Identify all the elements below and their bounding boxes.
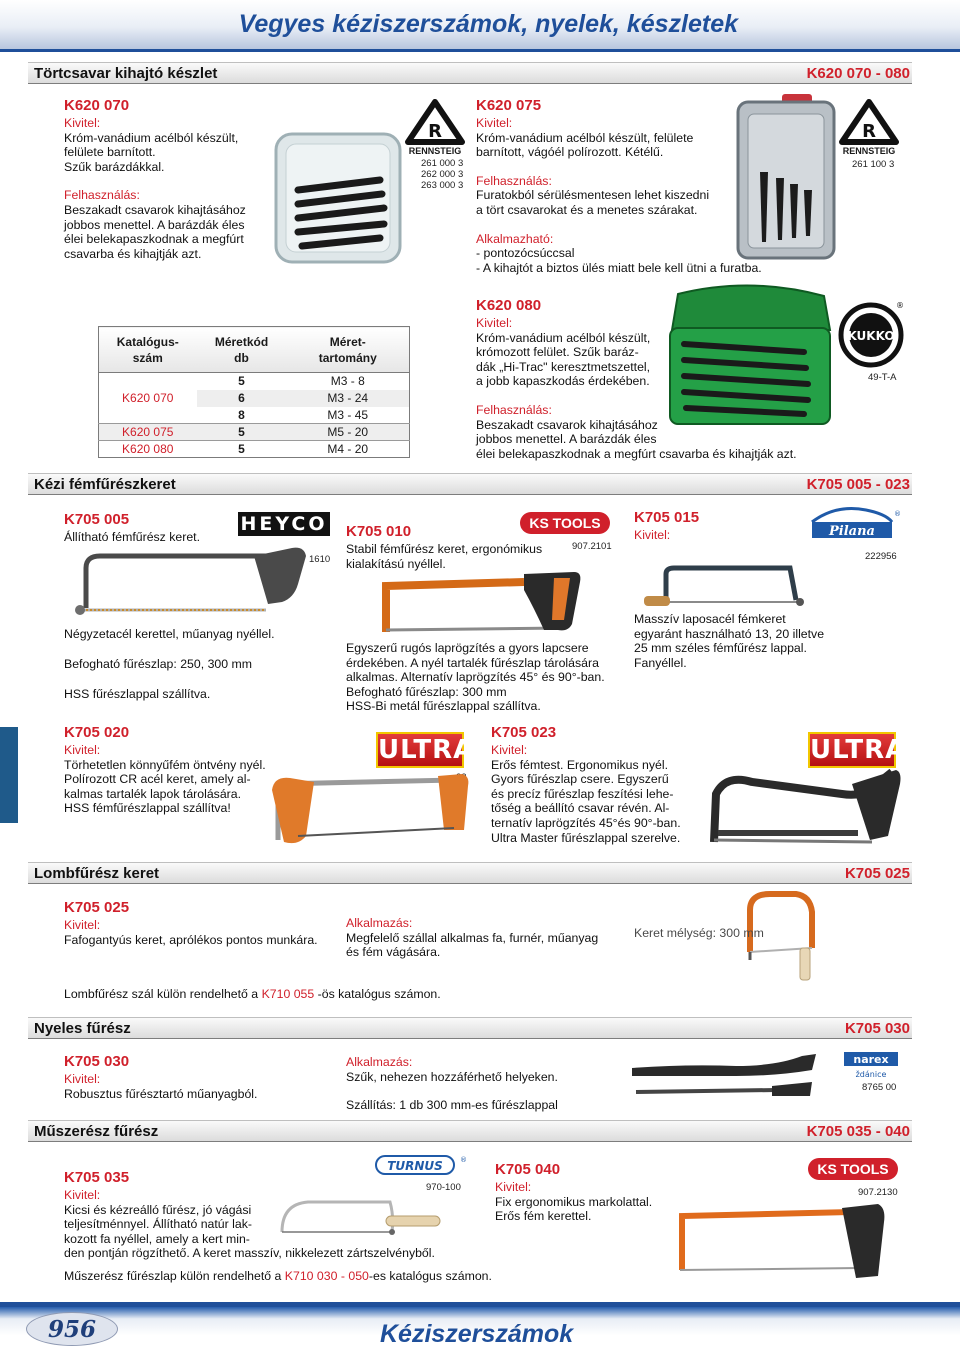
spec-table: [98, 326, 410, 458]
kivitel-label: Kivitel:: [476, 316, 513, 330]
pilana-logo: [806, 502, 901, 544]
article-number: 261 100 3: [852, 159, 895, 170]
product-code: K705 010: [346, 523, 412, 540]
alkalmazas-label: Alkalmazás:: [346, 916, 413, 930]
kivitel-label: Kivitel:: [64, 1072, 101, 1086]
svg-text:®: ®: [460, 1156, 467, 1164]
text-line: krómozott felület. Szűk baráz-: [476, 345, 639, 360]
product-code: K620 080: [476, 297, 542, 314]
text-line: teljesítménnyel. Állítható natúr lak-: [64, 1217, 252, 1232]
product-code: K705 020: [64, 724, 130, 741]
side-tab-marker: [0, 727, 18, 823]
note-text: Lombfűrész szál külön rendelhető a: [64, 987, 262, 1001]
text-line: Szűk barázdákkal.: [64, 159, 165, 174]
text-line: és fém vágására.: [346, 945, 441, 960]
article-number: 970-100: [426, 1182, 461, 1193]
table-cell: M5 - 20: [287, 424, 410, 441]
kukko-logo: [836, 300, 906, 370]
text-line: Króm-vanádium acélból készült, felülete: [476, 130, 694, 145]
svg-text:®: ®: [896, 301, 904, 310]
section-title: Kézi fémfűrészkeret: [34, 476, 176, 493]
text-line: Robusztus fűrésztartó műanyagból.: [64, 1086, 258, 1101]
section-bar-lomb: [28, 862, 912, 884]
table-cell: M3 - 8: [330, 374, 365, 389]
text-line: kozott fa nyéllel, amely a kert min-: [64, 1231, 250, 1246]
text-line: Króm-vanádium acélból készült,: [476, 330, 651, 345]
table-cell: 5: [238, 374, 245, 389]
turnus-brand: TURNUS: [387, 1159, 443, 1173]
flat-steel-hacksaw-image: [640, 560, 820, 610]
text-line: jobbos menettel. A barázdák éles: [476, 432, 657, 447]
stable-hacksaw-image: [374, 568, 584, 638]
text-line: kalmas tartalék lapok tárolására.: [64, 786, 242, 801]
product-code: K705 030: [64, 1053, 130, 1070]
product-code: K705 025: [64, 899, 130, 916]
text-line: Furatokból sérülésmentesen lehet kiszedni: [476, 188, 710, 203]
kivitel-label: Kivitel:: [634, 528, 671, 542]
note-text: -es katalógus számon.: [368, 1269, 492, 1283]
article-numbers: [421, 158, 463, 191]
k705-025-alkalmazas: [346, 916, 626, 960]
page-header-title: Vegyes kéziszerszámok, nyelek, készletek: [238, 10, 738, 38]
text-line: élei belekapaszkodnak a megfúrt: [64, 232, 244, 247]
article-number: 261 000 3: [421, 158, 464, 169]
text-line: élei belekapaszkodnak a megfúrt csavarba és kihajtják azt.: [476, 446, 797, 461]
text-line: Polírozott CR acél keret, amely al-: [64, 772, 251, 787]
product-code: K705 023: [491, 724, 557, 741]
article-number: 49-T-A: [868, 372, 897, 383]
table-cell: 6: [197, 390, 287, 407]
die-cast-hacksaw-image: [258, 770, 478, 850]
strong-metal-hacksaw-image: [692, 764, 902, 850]
k705-035-note: [64, 1269, 492, 1284]
text-line: és precíz fűrészlap feszítési lehe-: [491, 786, 674, 801]
product-code: K705 015: [634, 509, 700, 526]
adjustable-hacksaw-image: [70, 540, 312, 620]
text-line: Törhetetlen könnyűfém öntvény nyél.: [64, 757, 266, 772]
text-line: Erős fémtest. Ergonomikus nyél.: [491, 757, 669, 772]
text-line: barnított, vágóél polírozott. Kétélű.: [476, 145, 664, 160]
section-bar-muszeresz: [28, 1120, 912, 1142]
page-number: 956: [47, 1316, 96, 1343]
k705-010-desc: [346, 641, 636, 714]
text-line: Erős fém kerettel.: [495, 1209, 592, 1224]
text-line: Szűk, nehezen hozzáférhető helyeken.: [346, 1069, 558, 1084]
text-line: ternatív laprögzítés 45°és 90°-ban.: [491, 815, 681, 830]
section-title: Nyeles fűrész: [34, 1020, 131, 1037]
kstools-logo: KS TOOLS: [808, 1158, 898, 1180]
note-text: Műszerész fűrészlap külön rendelhető a: [64, 1269, 285, 1283]
note-text: -ös katalógus számon.: [314, 987, 441, 1001]
text-line: Fanyéllel.: [634, 655, 687, 670]
kivitel-label: Kivitel:: [64, 116, 101, 130]
section-codes: K705 035 - 040: [806, 1123, 910, 1140]
text-line: 25 mm széles fémfűrész lappal.: [634, 641, 807, 656]
table-cell: 8: [238, 407, 245, 422]
rennsteig-brand: RENNSTEIG: [408, 146, 462, 156]
extractor-set-case-image: [268, 128, 408, 268]
section-codes: K705 030: [844, 1020, 910, 1037]
table-cell: K620 075: [99, 424, 197, 441]
article-number: 262 000 3: [421, 169, 464, 180]
text-line: Kicsi és kézreálló fűrész, jó vágási: [64, 1202, 252, 1217]
article-number: 907.2130: [858, 1187, 898, 1198]
text-line: HSS-Bi metál fűrészlappal szállítva.: [346, 699, 541, 714]
product-code: K705 005: [64, 511, 130, 528]
text-line: Befogható fűrészlap: 300 mm: [346, 684, 507, 699]
text-line: HSS fűrészlappal szállítva.: [64, 687, 211, 701]
kivitel-label: Kivitel:: [495, 1180, 532, 1194]
narex-logo: [842, 1050, 902, 1080]
text-line: Fafogantyús keret, aprólékos pontos munkára.: [64, 932, 318, 947]
article-number: 222956: [865, 551, 897, 562]
ultra-logo: ULTRA: [376, 732, 464, 768]
svg-text:R: R: [428, 121, 442, 142]
frame-depth-label: Keret mélység: 300 mm: [634, 926, 764, 940]
section-bar-tortcsavar: [28, 62, 912, 84]
kivitel-label: Kivitel:: [64, 743, 101, 757]
kstools-logo: KS TOOLS: [520, 512, 610, 534]
felhasznalas-label: Felhasználás:: [476, 173, 552, 188]
text-line: jobbos menettel. A barázdák éles: [64, 217, 245, 232]
section-bar-nyeles: [28, 1017, 912, 1039]
article-number: 907.2101: [572, 541, 612, 552]
section-title: Műszerész fűrész: [34, 1123, 159, 1140]
k705-030-alkalmazas: [346, 1055, 626, 1113]
text-line: den pontján rögzíthető. A keret masszív, nikkelezett zártszelvényből.: [64, 1246, 435, 1261]
felhasznalas-label: Felhasználás:: [476, 402, 552, 417]
table-cell: M3 - 45: [327, 407, 369, 422]
narex-brand: narex: [853, 1053, 889, 1066]
note-code: K710 055: [261, 987, 315, 1001]
kivitel-label: Kivitel:: [64, 918, 101, 932]
text-line: Fix ergonomikus markolattal.: [495, 1194, 653, 1209]
section-title: Törtcsavar kihajtó készlet: [34, 65, 218, 82]
svg-text:®: ®: [894, 510, 901, 518]
jeweler-saw-image: [268, 1196, 448, 1240]
table-row: [99, 373, 410, 390]
table-row: [99, 441, 410, 458]
text-line: - pontozócsúccsal: [476, 246, 575, 261]
svg-text:R: R: [862, 121, 876, 142]
text-line: Állítható fémfűrész keret.: [64, 530, 201, 544]
table-cell: K620 080: [99, 441, 197, 458]
article-number: 263 000 3: [421, 180, 464, 191]
product-k705-015: [634, 508, 784, 543]
handle-saw-image: [626, 1046, 822, 1102]
alkalmazhato-label: Alkalmazható:: [476, 231, 554, 246]
fixed-handle-saw-image: [664, 1200, 894, 1284]
text-line: Gyors fűrészlap csere. Egyszerű: [491, 772, 669, 787]
product-k705-030: [64, 1052, 324, 1101]
text-line: Befogható fűrészlap: 250, 300 mm: [64, 657, 252, 671]
kukko-brand: KUKKO: [847, 329, 895, 343]
felhasznalas-label: Felhasználás:: [64, 188, 140, 203]
text-line: dák „Hi-Trac" keresztmetszettel,: [476, 359, 651, 374]
text-line: - A kihajtót a biztos ülés miatt bele kell ütni a furatba.: [476, 260, 762, 275]
kivitel-label: Kivitel:: [476, 116, 513, 130]
article-number: 1610: [309, 554, 331, 565]
k705-025-note: [64, 987, 441, 1002]
text-line: Ultra Master fűrészlappal szerelve.: [491, 830, 681, 845]
text-line: HSS fémfűrészlappal szállítva!: [64, 801, 231, 816]
text-line: egyaránt használható 13, 20 illetve: [634, 626, 825, 641]
product-k620-070: [64, 96, 274, 261]
table-header: Méret- tartomány: [287, 327, 410, 373]
product-k705-025: [64, 898, 344, 947]
table-row: [99, 424, 410, 441]
product-code: K620 075: [476, 97, 542, 114]
page-header: [0, 0, 960, 52]
text-line: csavarba és kihajtják azt.: [64, 246, 202, 261]
article-number: 8765 00: [862, 1082, 897, 1093]
text-line: Beszakadt csavarok kihajtásához: [476, 417, 658, 432]
k705-015-desc: [634, 612, 864, 670]
table-cell: M3 - 24: [287, 390, 410, 407]
section-codes: K705 025: [844, 865, 910, 882]
table-cell: 5: [197, 441, 287, 458]
text-line: Beszakadt csavarok kihajtásához: [64, 202, 246, 217]
rennsteig-brand: RENNSTEIG: [842, 146, 896, 156]
table-cell: K620 070: [122, 391, 174, 405]
text-line: Megfelelő szállal alkalmas fa, furnér, műanyag: [346, 930, 599, 945]
section-bar-fem: [28, 473, 912, 495]
narex-brand-sub: ždánice: [855, 1070, 887, 1079]
product-code: K705 040: [495, 1161, 561, 1178]
extractor-gray-case-image: [732, 92, 840, 264]
text-line: kialakítású nyéllel.: [346, 556, 446, 571]
text-line: Szállítás: 1 db 300 mm-es fűrészlappal: [346, 1098, 558, 1113]
kivitel-label: Kivitel:: [491, 743, 528, 757]
text-line: Egyszerű rugós laprögzítés a gyors lapcsere: [346, 641, 589, 655]
ultra-logo: ULTRA: [808, 732, 896, 768]
text-line: érdekében. A nyél tartalék fűrészlap tárolására: [346, 655, 599, 670]
note-code: K710 030 - 050: [284, 1269, 369, 1283]
text-line: felülete barnított.: [64, 145, 156, 160]
text-line: Króm-vanádium acélból készült,: [64, 130, 239, 145]
kivitel-label: Kivitel:: [64, 1188, 101, 1202]
section-codes: K705 005 - 023: [806, 476, 910, 493]
k705-005-desc: [64, 627, 344, 702]
table-header: Katalógus- szám: [99, 327, 197, 373]
table-header: Méretkód db: [197, 327, 287, 373]
table-cell: M4 - 20: [287, 441, 410, 458]
product-k705-020: [64, 723, 284, 816]
text-line: alkalmas. Alternatív laprögzítés 45° és 90°-ban.: [346, 670, 605, 685]
extractor-green-case-image: [664, 282, 836, 428]
pilana-brand: Pilana: [829, 524, 875, 539]
table-cell: 5: [197, 424, 287, 441]
product-code: K705 035: [64, 1169, 130, 1186]
footer-title: Kéziszerszámok: [380, 1320, 574, 1348]
text-line: Négyzetacél kerettel, műanyag nyéllel.: [64, 627, 275, 641]
text-line: tőség a beállító csavar révén. Al-: [491, 801, 670, 816]
text-line: a jobb kapaszkodás érdekében.: [476, 374, 650, 389]
text-line: a tört csavarokat és a menetes szárakat.: [476, 202, 698, 217]
section-title: Lombfűrész keret: [34, 865, 160, 882]
footer-divider: [0, 1302, 960, 1307]
text-line: Stabil fémfűrész keret, ergonómikus: [346, 542, 543, 556]
section-codes: K620 070 - 080: [806, 65, 910, 82]
text-line: Masszív laposacél fémkeret: [634, 612, 786, 626]
product-code: K620 070: [64, 97, 130, 114]
alkalmazas-label: Alkalmazás:: [346, 1055, 413, 1069]
heyco-logo: HEYCO: [238, 512, 330, 536]
turnus-logo: [374, 1152, 466, 1178]
